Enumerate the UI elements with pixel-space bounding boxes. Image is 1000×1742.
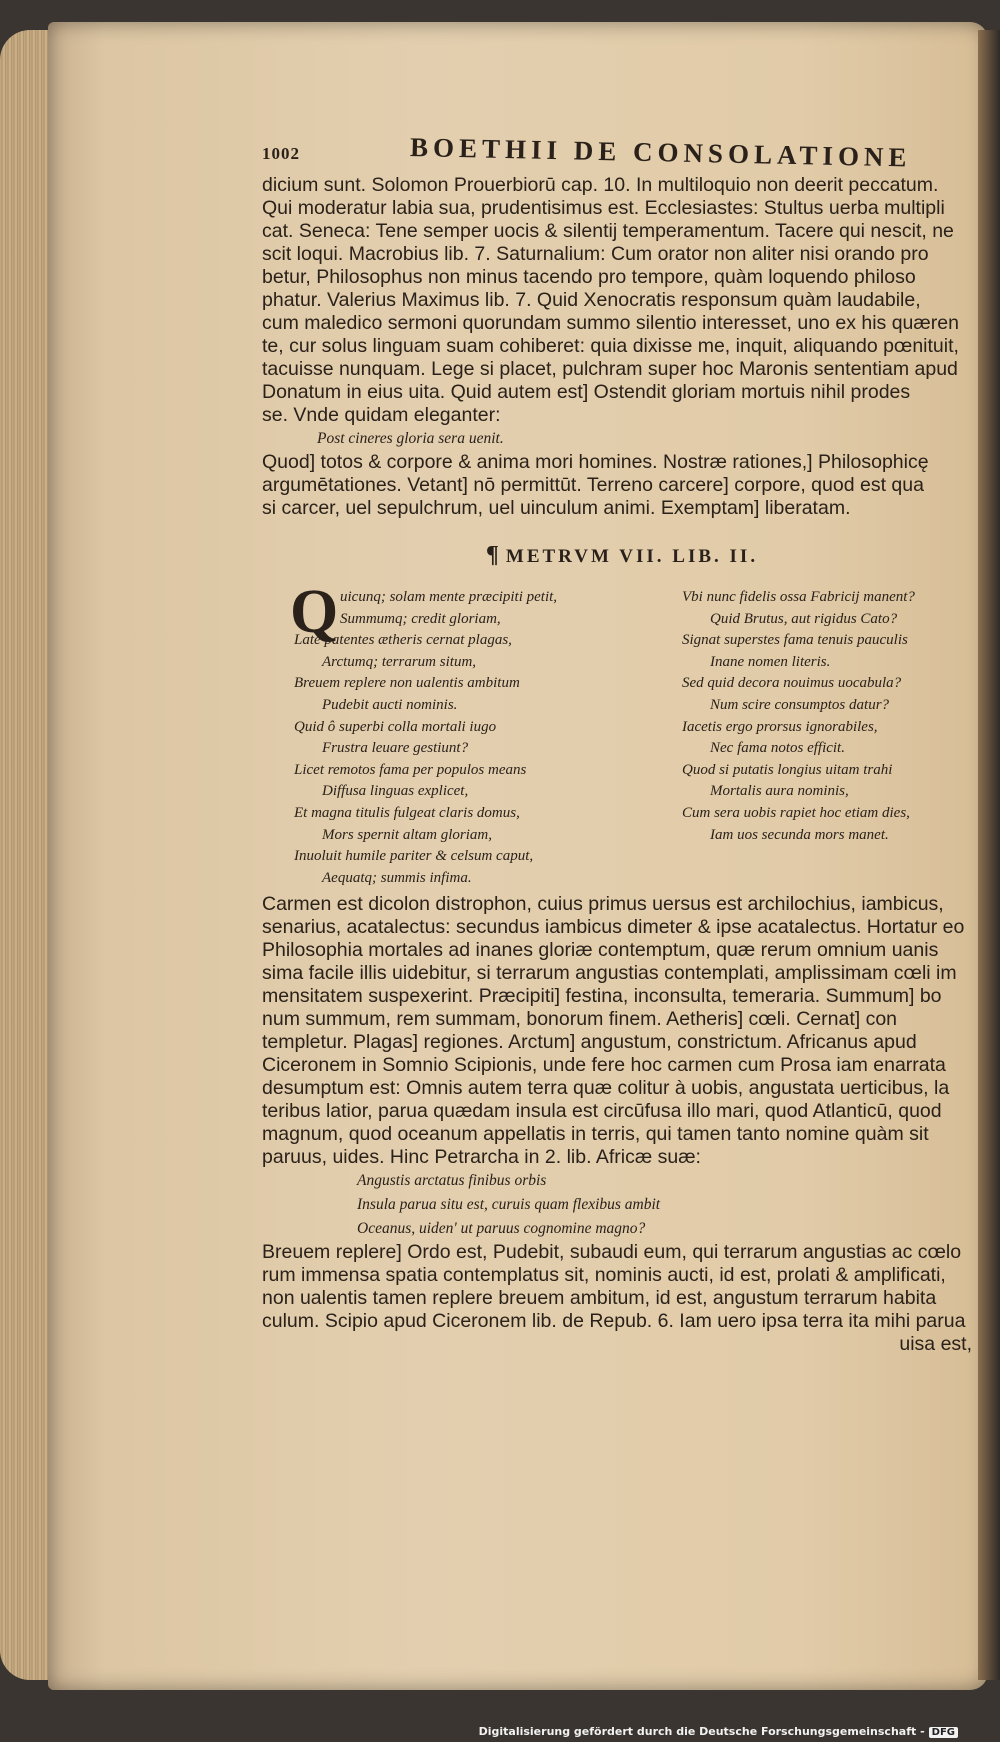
text-line: Breuem replere] Ordo est, Pudebit, subaudi eum, qui terrarum angustias ac cœlo xyxy=(262,1241,962,1263)
text-line: teribus latior, parua quædam insula est circūfusa illo mari, quod Atlanticū, quod xyxy=(262,1100,942,1122)
commentary-lower xyxy=(262,893,982,1169)
text-line: cum maledico sermoni quorundam summo silentio interesset, uno ex his quæren xyxy=(262,312,959,334)
verse-line: Cum sera uobis rapiet hoc etiam dies, xyxy=(682,804,910,821)
dfg-logo-icon: DFG xyxy=(929,1727,958,1738)
verse-line: Signat superstes fama tenuis pauculis xyxy=(682,632,908,649)
verse-line: Et magna titulis fulgeat claris domus, xyxy=(294,804,520,821)
text-line: Donatum in eius uita. Quid autem est] Ostendit gloriam mortuis nihil prodes xyxy=(262,381,911,403)
verse-line: Quod si putatis longius uitam trahi xyxy=(682,761,893,778)
text-line: Quod] totos & corpore & anima mori homines. Nostræ rationes,] Philosophicę xyxy=(262,451,929,473)
verse-line: Licet remotos fama per populos means xyxy=(294,761,527,778)
text-line: scit loqui. Macrobius lib. 7. Saturnalium: Cum orator non aliter nisi orando pro xyxy=(262,243,929,265)
verse-line: Late patentes ætheris cernat plagas, xyxy=(294,632,512,649)
verse-line: Quid ô superbi colla mortali iugo xyxy=(294,718,497,735)
running-head: BOETHII DE CONSOLATIONE xyxy=(409,132,912,173)
verse-line: Num scire consumptos datur? xyxy=(710,696,890,713)
text-line: sima facile illis uidebitur, si terrarum angustias contemplati, amplissimam cœli im xyxy=(262,962,957,984)
verse-line: Nec fama notos efficit. xyxy=(710,740,845,757)
verse-line: Pudebit aucti nominis. xyxy=(322,696,458,713)
credit-text: Digitalisierung gefördert durch die Deutsche Forschungsgemeinschaft - xyxy=(478,1725,925,1738)
page-content xyxy=(262,130,982,1356)
text-line: te, cur solus linguam suam cohiberet: quia dixisse me, inquit, aliquando pœnituit, xyxy=(262,335,959,357)
verse-line: uicunq; solam mente præcipiti petit, xyxy=(340,589,558,605)
quotation-1: Post cineres gloria sera uenit. xyxy=(317,430,504,447)
verse-line: Aequatq; summis infima. xyxy=(322,869,472,886)
text-line: paruus, uides. Hinc Petrarcha in 2. lib. Africæ suæ: xyxy=(262,1146,701,1168)
text-line: argumētationes. Vetant] nō permittūt. Terreno carcere] corpore, quod est qua xyxy=(262,474,924,496)
verse-line: Iacetis ergo prorsus ignorabiles, xyxy=(682,718,878,735)
verse-column-right xyxy=(682,587,982,846)
page-header xyxy=(262,130,982,174)
text-line: rum immensa spatia contemplatus sit, nominis aucti, id est, prolati & amplificati, xyxy=(262,1264,946,1286)
text-line: culum. Scipio apud Ciceronem lib. de Repub. 6. Iam uero ipsa terra ita mihi parua xyxy=(262,1310,966,1332)
verse-line: Sed quid decora nouimus uocabula? xyxy=(682,675,902,692)
pilcrow-icon: ¶ xyxy=(485,542,502,568)
text-line: mensitatem suspexerint. Præcipiti] festina, inconsulta, temeraria. Summum] bo xyxy=(262,985,942,1007)
text-line: magnum, quod oceanum appellatis in terris, qui tamen tanto nomine quàm sit xyxy=(262,1123,929,1145)
verse-line: Inuoluit humile pariter & celsum caput, xyxy=(294,848,534,865)
verse-block xyxy=(262,578,982,887)
text-line: tacuisse nunquam. Lege si placet, pulchram super hoc Maronis sententiam apud xyxy=(262,358,958,380)
text-line: senarius, acatalectus: secundus iambicus dimeter & ipse acatalectus. Hortatur eo xyxy=(262,916,965,938)
text-line: dicium sunt. Solomon Prouerbiorū cap. 10. In multiloquio non deerit peccatum. xyxy=(262,174,939,196)
text-line: templetur. Plagas] regiones. Arctum] angustum, constrictum. Africanus apud xyxy=(262,1031,917,1053)
verse-line: Mortalis aura nominis, xyxy=(710,783,849,800)
commentary-top xyxy=(262,174,982,427)
text-line: cat. Seneca: Tene semper uocis & silentij temperamentum. Tacere qui nescit, ne xyxy=(262,220,954,242)
verse-column-left xyxy=(294,587,644,889)
commentary-bottom xyxy=(262,1241,982,1356)
text-line: si carcer, uel sepulchrum, uel uinculum animi. Exemptam] liberatam. xyxy=(262,497,851,519)
digitization-credit xyxy=(479,1725,958,1738)
text-line: se. Vnde quidam eleganter: xyxy=(262,404,501,426)
text-line: Carmen est dicolon distrophon, cuius primus uersus est archilochius, iambicus, xyxy=(262,893,944,915)
text-line: phatur. Valerius Maximus lib. 7. Quid Xenocratis responsum quàm laudabile, xyxy=(262,289,921,311)
text-line: desumptum est: Omnis autem terra quæ colitur à uobis, angustata uerticibus, la xyxy=(262,1077,950,1099)
verse-line: Diffusa linguas explicet, xyxy=(322,783,469,800)
quote-line: Oceanus, uiden' ut paruus cognomine magno? xyxy=(357,1220,646,1237)
verse-line: Inane nomen literis. xyxy=(710,653,831,670)
verse-line: Quid Brutus, aut rigidus Cato? xyxy=(710,610,898,627)
drop-cap: Q xyxy=(290,578,339,646)
quote-line: Insula parua situ est, curuis quam flexibus ambit xyxy=(357,1196,661,1213)
verse-line: Vbi nunc fidelis ossa Fabricij manent? xyxy=(682,589,915,605)
catchword-line: uisa est, xyxy=(899,1333,972,1355)
text-line: Ciceronem in Somnio Scipionis, unde fere hoc carmen cum Prosa iam enarrata xyxy=(262,1054,946,1076)
verse-line: Breuem replere non ualentis ambitum xyxy=(294,675,520,692)
quote-line: Angustis arctatus finibus orbis xyxy=(357,1172,547,1189)
commentary-mid xyxy=(262,451,982,520)
verse-line: Mors spernit altam gloriam, xyxy=(322,826,493,843)
text-line: non ualentis tamen replere breuem ambitum, id est, angustum terrarum habita xyxy=(262,1287,937,1309)
verse-line: Frustra leuare gestiunt? xyxy=(322,740,469,757)
section-title-text: METRVM VII. LIB. II. xyxy=(505,546,759,567)
text-line: num summum, rem summam, bonorum finem. Aetheris] cœli. Cernat] con xyxy=(262,1008,898,1030)
text-line: Qui moderatur labia sua, prudentisimus est. Ecclesiastes: Stultus uerba multipli xyxy=(262,197,945,219)
text-line: betur, Philosophus non minus tacendo pro tempore, quàm loquendo philoso xyxy=(262,266,916,288)
text-line: Philosophia mortales ad inanes gloriæ contemptum, quæ rerum omnium uanis xyxy=(262,939,939,961)
quotation-2 xyxy=(262,1169,982,1241)
section-title xyxy=(262,542,982,569)
verse-line: Summumq; credit gloriam, xyxy=(340,610,501,627)
verse-line: Arctumq; terrarum situm, xyxy=(322,653,477,670)
page-number: 1002 xyxy=(262,144,300,163)
verse-line: Iam uos secunda mors manet. xyxy=(710,826,889,843)
